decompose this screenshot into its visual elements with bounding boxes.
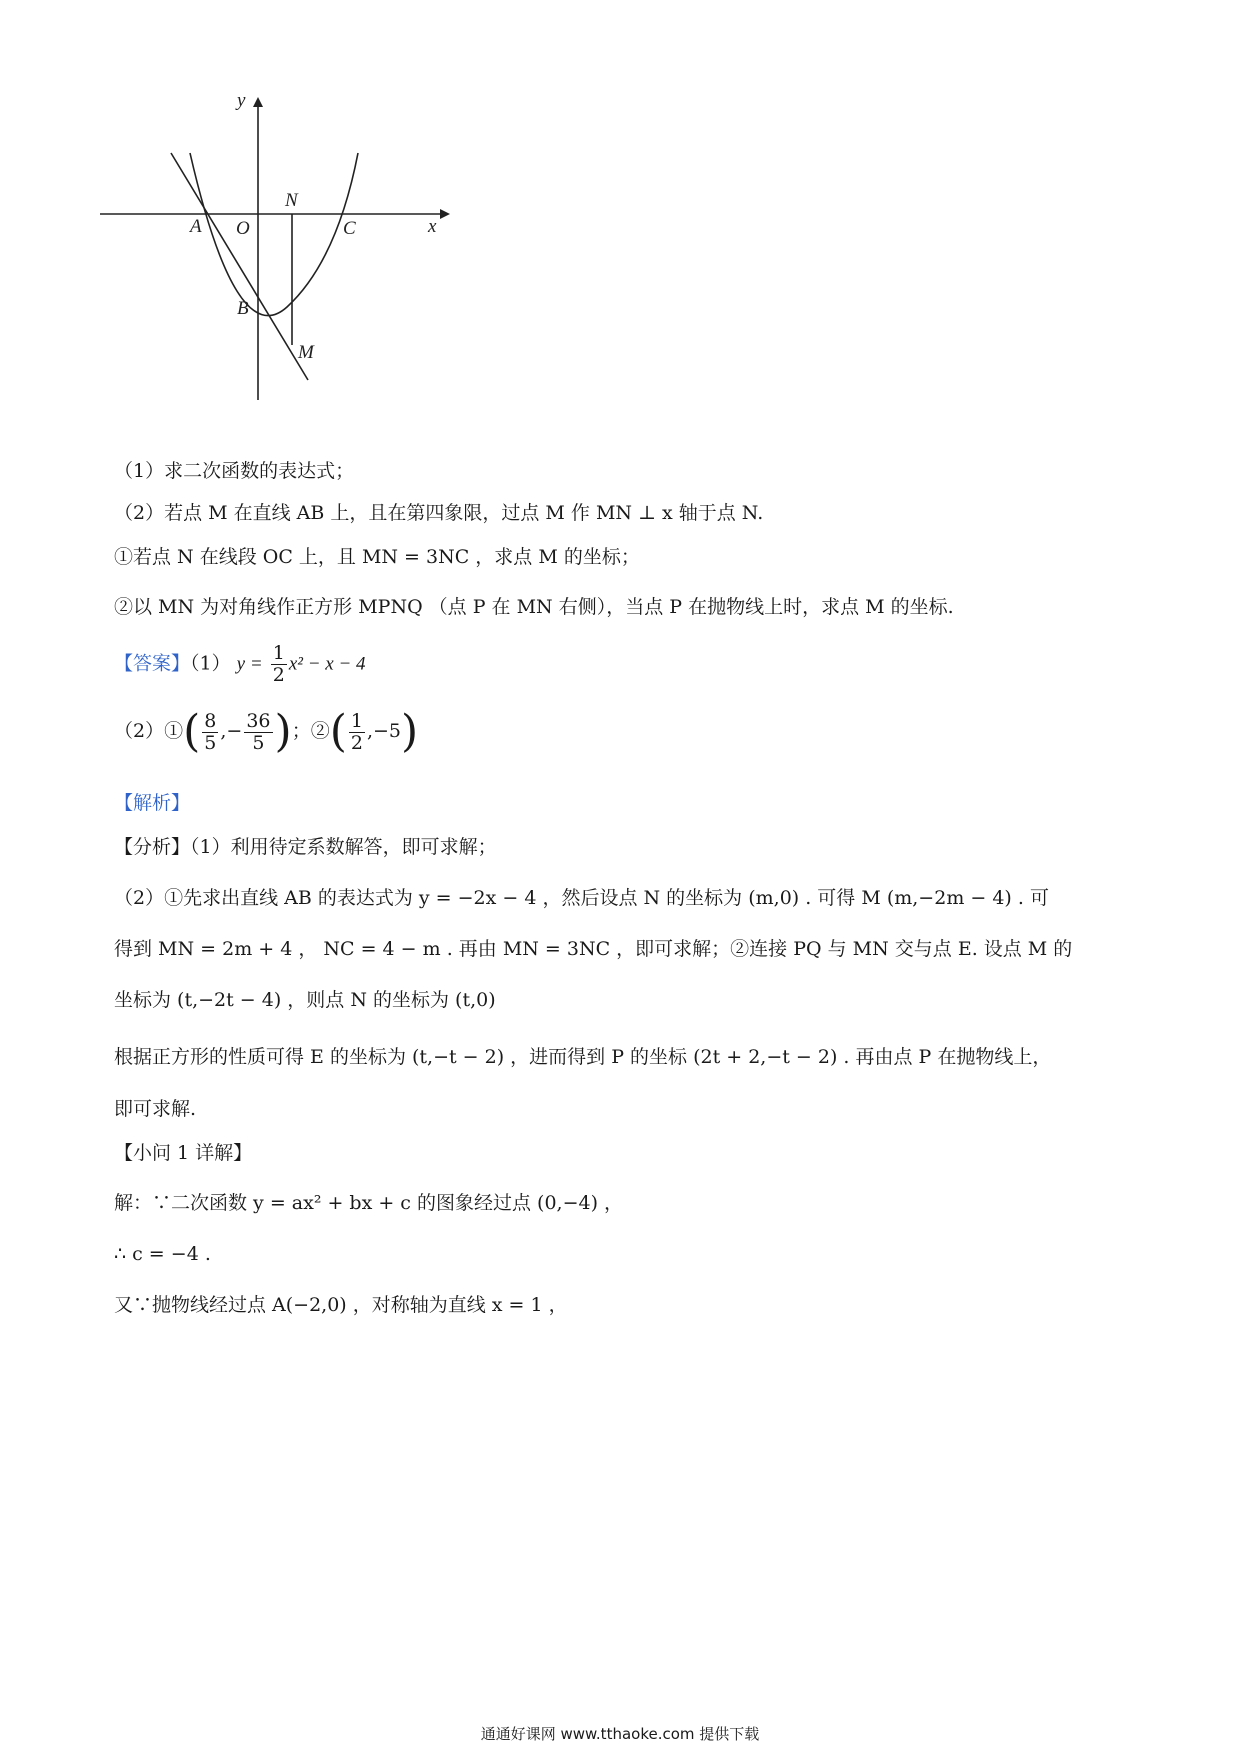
point2-y: ,−5 <box>366 720 402 742</box>
label-x: x <box>428 216 437 237</box>
frac-den: 5 <box>252 731 265 754</box>
label-a: A <box>190 216 202 237</box>
label-y: y <box>237 90 246 111</box>
answer-line-2 <box>114 706 419 757</box>
answer-part1-prefix: （1） <box>190 652 231 675</box>
question-1: （1）求二次函数的表达式； <box>114 460 355 482</box>
frac-den: 5 <box>204 731 217 754</box>
answer-point2-prefix: ；② <box>291 720 330 742</box>
label-n: N <box>285 190 298 211</box>
parabola-figure <box>95 85 465 415</box>
answer-tag: 【答案】 <box>114 652 191 675</box>
frac-num: 1 <box>350 709 363 732</box>
answer-part1-fraction <box>271 643 287 686</box>
label-c: C <box>343 218 356 239</box>
analysis-line-2: 得到 MN = 2m + 4 ， NC = 4 − m . 再由 MN = 3NC ，即可求解；②连接 PQ 与 MN 交与点 E. 设点 M 的 <box>114 938 1073 960</box>
analysis-line-5: 即可求解. <box>114 1098 197 1120</box>
answer-part1-lhs: y = <box>236 653 263 675</box>
parabola-curve <box>190 153 358 316</box>
question-2-sub-2: ②以 MN 为对角线作正方形 MPNQ （点 P 在 MN 右侧），当点 P 在抛物线上时，求点 M 的坐标. <box>114 596 954 618</box>
analysis-line-3: 坐标为 (t,−2t − 4) ，则点 N 的坐标为 (t,0) <box>114 989 496 1011</box>
x-axis-arrow <box>440 209 450 219</box>
page-footer: 通通好课网 www.tthaoke.com 提供下载 <box>480 1725 760 1743</box>
detail-line-1: 解：∵二次函数 y = ax² + bx + c 的图象经过点 (0,−4) ， <box>114 1192 624 1214</box>
frac-num: 1 <box>272 642 285 664</box>
answer-part2-prefix: （2）① <box>114 720 184 742</box>
point1-separator: ,− <box>220 720 243 742</box>
point1-x-fraction <box>202 711 218 754</box>
analysis-fenxi: 【分析】（1）利用待定系数解答，即可求解； <box>114 836 497 858</box>
question-2-sub-1: ①若点 N 在线段 OC 上，且 MN = 3NC ，求点 M 的坐标； <box>114 546 640 568</box>
y-axis-arrow <box>253 97 263 107</box>
analysis-tag: 【解析】 <box>114 792 191 814</box>
analysis-line-4: 根据正方形的性质可得 E 的坐标为 (t,−t − 2) ，进而得到 P 的坐标 (2t + 2,−t − 2) . 再由点 P 在抛物线上， <box>114 1046 1052 1068</box>
paren-close: ) <box>401 706 419 757</box>
frac-num: 8 <box>204 709 217 732</box>
frac-den: 2 <box>350 731 363 754</box>
line-ab <box>171 153 308 380</box>
label-m: M <box>298 342 314 363</box>
parabola-diagram <box>95 85 465 415</box>
question-2: （2）若点 M 在直线 AB 上，且在第四象限，过点 M 作 MN ⊥ x 轴于点 N. <box>114 502 764 524</box>
detail-tag: 【小问 1 详解】 <box>114 1142 253 1164</box>
label-b: B <box>237 298 249 319</box>
answer-part1-rhs: x² − x − 4 <box>288 653 366 675</box>
point2-x-fraction <box>349 711 365 754</box>
frac-num: 36 <box>246 709 271 732</box>
frac-den: 2 <box>272 663 285 686</box>
answer-line-1 <box>114 643 366 686</box>
detail-line-2: ∴ c = −4 . <box>114 1243 211 1265</box>
paren-close: ) <box>274 706 292 757</box>
detail-line-3: 又∵抛物线经过点 A(−2,0) ，对称轴为直线 x = 1 ， <box>114 1294 568 1316</box>
paren-open: ( <box>329 706 347 757</box>
analysis-line-1: （2）①先求出直线 AB 的表达式为 y = −2x − 4 ，然后设点 N 的坐标为 (m,0) . 可得 M (m,−2m − 4) . 可 <box>114 887 1049 909</box>
point1-y-fraction <box>244 711 272 754</box>
label-o: O <box>236 218 250 239</box>
paren-open: ( <box>183 706 201 757</box>
